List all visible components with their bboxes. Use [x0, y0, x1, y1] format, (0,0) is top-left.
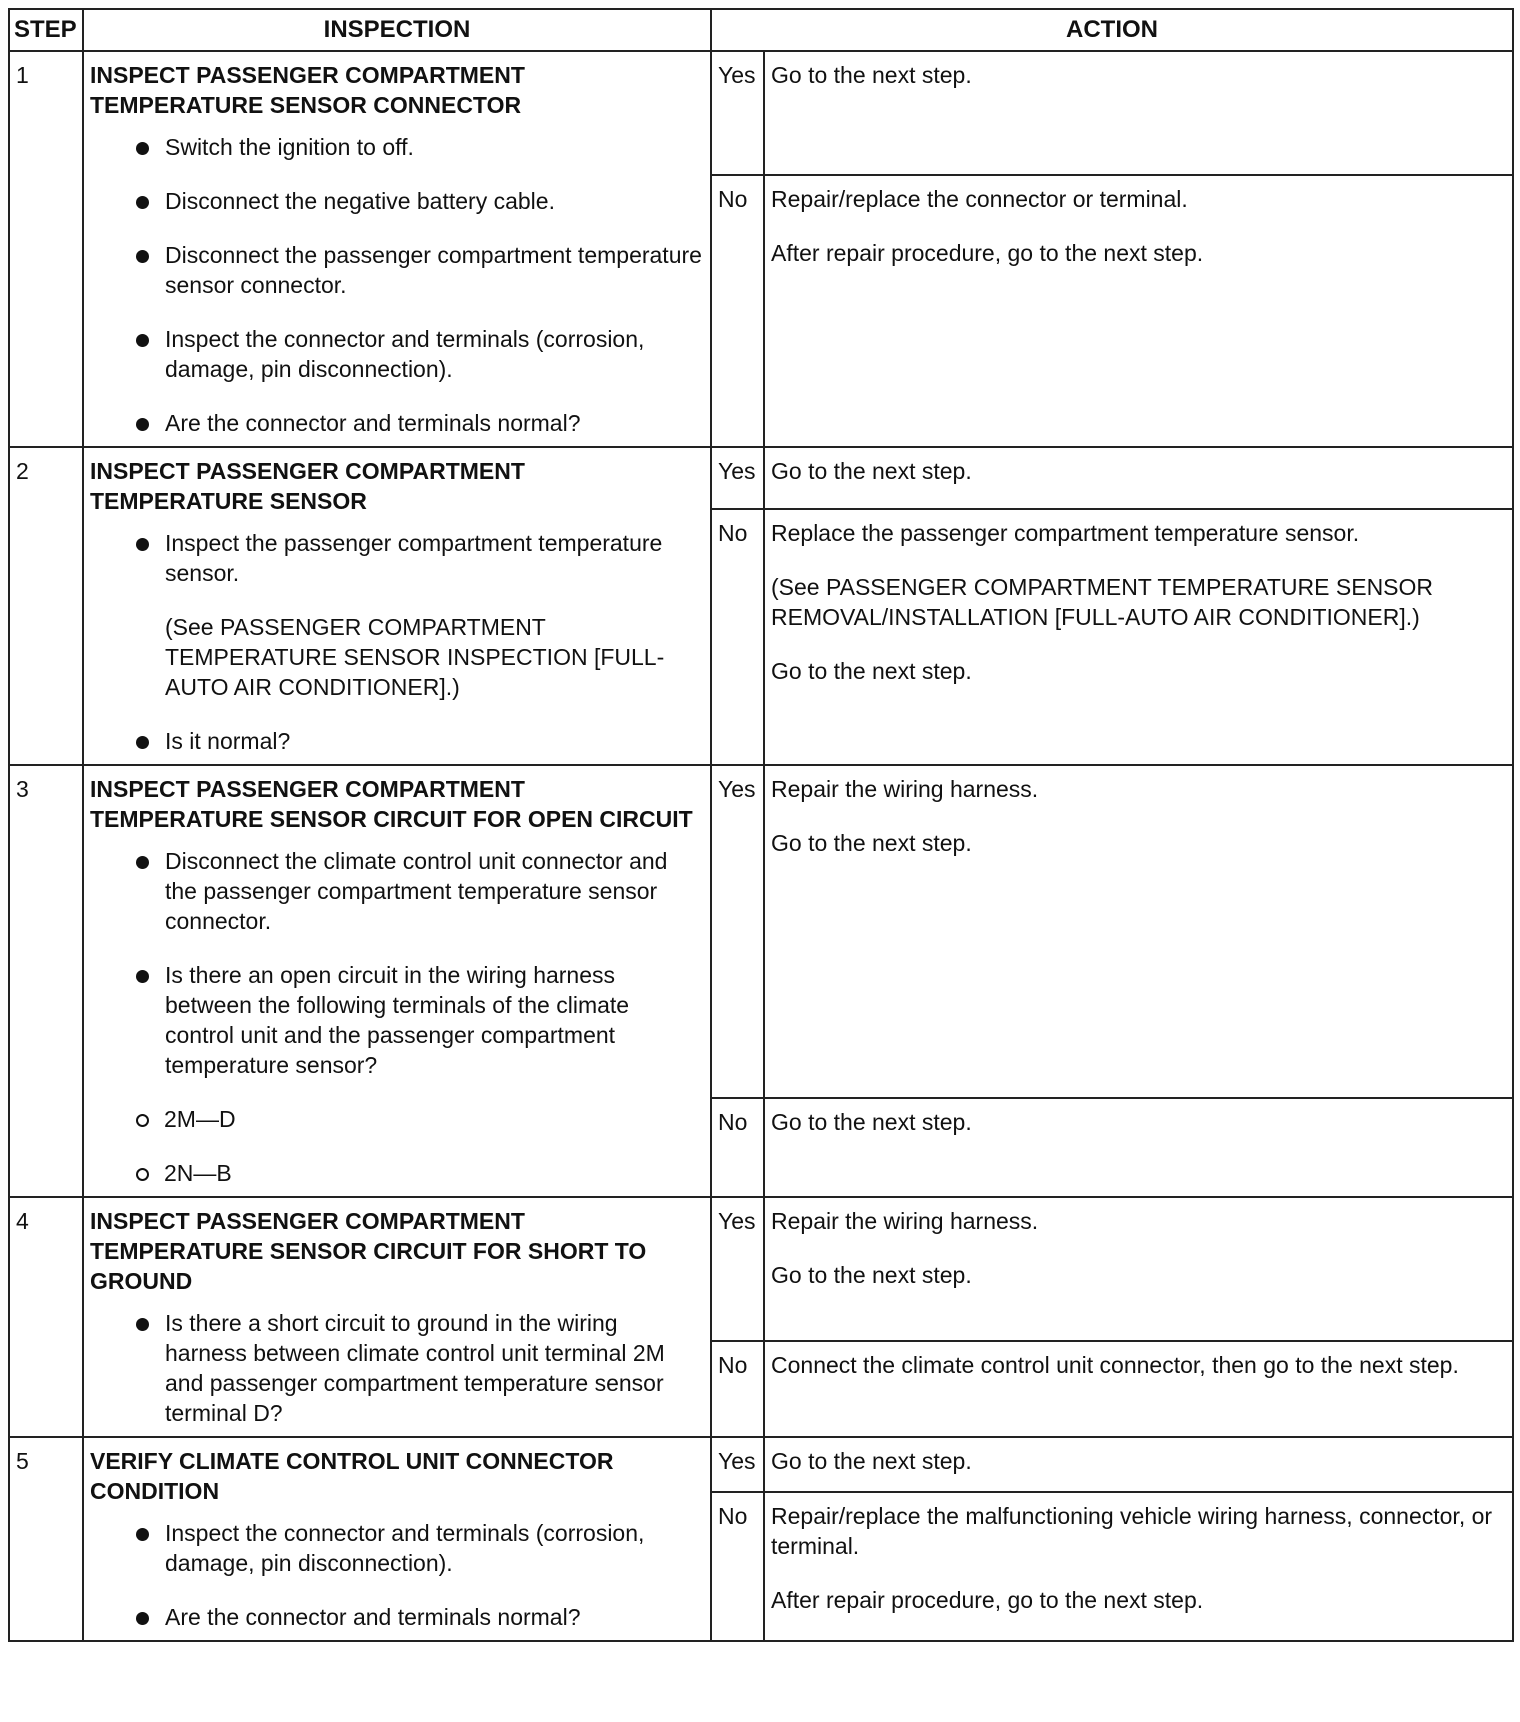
- action-text: Go to the next step.: [771, 458, 972, 484]
- action-text: Go to the next step.: [771, 658, 972, 684]
- step-column-header: STEP: [9, 9, 83, 51]
- step-4-title: INSPECT PASSENGER COMPARTMENT TEMPERATURE SENSOR CIRCUIT FOR SHORT TO GROUND: [90, 1208, 647, 1294]
- action-text: Repair the wiring harness.: [771, 1208, 1039, 1234]
- step-4-no-action: [764, 1341, 1513, 1437]
- action-text: Go to the next step.: [771, 830, 972, 856]
- action-text: Repair/replace the malfunctioning vehicle wiring harness, connector, or terminal.: [771, 1503, 1493, 1559]
- action-text: Connect the climate control unit connector, then go to the next step.: [771, 1352, 1459, 1378]
- step-2-title: INSPECT PASSENGER COMPARTMENT TEMPERATURE SENSOR: [90, 458, 525, 514]
- step-1-checks: [90, 132, 704, 438]
- step-2-no-action: [764, 509, 1513, 765]
- step-2-yes-label: Yes: [711, 447, 764, 509]
- step-1-inspection: [83, 51, 711, 447]
- step-1-number: 1: [9, 51, 83, 447]
- check-item: Inspect the connector and terminals (corrosion, damage, pin disconnection).: [134, 1518, 704, 1578]
- action-text: (See PASSENGER COMPARTMENT TEMPERATURE SENSOR REMOVAL/INSTALLATION [FULL-AUTO AIR CONDITIONER].): [771, 574, 1434, 630]
- step-2-number: 2: [9, 447, 83, 765]
- step-3-no-action: [764, 1098, 1513, 1197]
- action-text: Go to the next step.: [771, 62, 972, 88]
- step-2-inspection: [83, 447, 711, 765]
- step-4-yes-action: [764, 1197, 1513, 1341]
- check-item: Are the connector and terminals normal?: [134, 408, 704, 438]
- step-3-title: INSPECT PASSENGER COMPARTMENT TEMPERATURE SENSOR CIRCUIT FOR OPEN CIRCUIT: [90, 776, 693, 832]
- action-text: Repair/replace the connector or terminal.: [771, 186, 1188, 212]
- step-3-yes-row: [9, 765, 1513, 1098]
- check-item: Inspect the connector and terminals (corrosion, damage, pin disconnection).: [134, 324, 704, 384]
- step-2-no-label: No: [711, 509, 764, 765]
- step-4-no-label: No: [711, 1341, 764, 1437]
- step-5-inspection: [83, 1437, 711, 1641]
- step-5-no-label: No: [711, 1492, 764, 1641]
- action-text: After repair procedure, go to the next step.: [771, 1587, 1204, 1613]
- step-5-yes-label: Yes: [711, 1437, 764, 1492]
- step-5-checks: [90, 1518, 704, 1632]
- step-4-yes-label: Yes: [711, 1197, 764, 1341]
- inspection-column-header: INSPECTION: [83, 9, 711, 51]
- action-text: Go to the next step.: [771, 1448, 972, 1474]
- step-4-checks: [90, 1308, 704, 1428]
- step-1-title: INSPECT PASSENGER COMPARTMENT TEMPERATURE SENSOR CONNECTOR: [90, 62, 525, 118]
- check-text: Is there an open circuit in the wiring harness between the following terminals of the climate control unit and the passenger compartment temperature sensor?: [165, 962, 630, 1078]
- step-5-no-action: [764, 1492, 1513, 1641]
- step-3-yes-action: [764, 765, 1513, 1098]
- step-3-no-label: No: [711, 1098, 764, 1197]
- step-3-checks: [90, 846, 704, 1080]
- step-5-yes-action: [764, 1437, 1513, 1492]
- action-text: Repair the wiring harness.: [771, 776, 1039, 802]
- check-item: [134, 960, 704, 1080]
- step-2-checks: [90, 528, 704, 756]
- step-3-yes-label: Yes: [711, 765, 764, 1098]
- step-1-no-action: [764, 175, 1513, 447]
- step-4-yes-row: [9, 1197, 1513, 1341]
- check-item: Switch the ignition to off.: [134, 132, 704, 162]
- check-item: Disconnect the negative battery cable.: [134, 186, 704, 216]
- step-5-number: 5: [9, 1437, 83, 1641]
- diagnostic-table: [8, 8, 1514, 1642]
- terminal-list: [90, 1104, 704, 1188]
- step-1-no-label: No: [711, 175, 764, 447]
- step-1-yes-label: Yes: [711, 51, 764, 175]
- step-4-number: 4: [9, 1197, 83, 1437]
- terminal-pair: 2M—D: [134, 1104, 704, 1134]
- step-3-number: 3: [9, 765, 83, 1197]
- check-text: Inspect the passenger compartment temperature sensor.: [165, 530, 663, 586]
- step-1-yes-action: [764, 51, 1513, 175]
- check-item: Are the connector and terminals normal?: [134, 1602, 704, 1632]
- check-item: Disconnect the climate control unit connector and the passenger compartment temperature sensor connector.: [134, 846, 704, 936]
- troubleshooting-document: [8, 8, 1514, 1642]
- check-item: Is it normal?: [134, 726, 704, 756]
- step-3-inspection: [83, 765, 711, 1197]
- step-5-title: VERIFY CLIMATE CONTROL UNIT CONNECTOR CONDITION: [90, 1448, 614, 1504]
- terminal-pair: 2N—B: [134, 1158, 704, 1188]
- action-text: After repair procedure, go to the next step.: [771, 240, 1204, 266]
- check-item: Disconnect the passenger compartment temperature sensor connector.: [134, 240, 704, 300]
- step-2-yes-row: [9, 447, 1513, 509]
- check-item: Is there a short circuit to ground in the wiring harness between climate control unit terminal 2M and passenger compartment temperature sensor terminal D?: [134, 1308, 704, 1428]
- action-text: Replace the passenger compartment temperature sensor.: [771, 520, 1360, 546]
- action-text: Go to the next step.: [771, 1109, 972, 1135]
- action-column-header: ACTION: [711, 9, 1513, 51]
- step-1-yes-row: [9, 51, 1513, 175]
- header-row: [9, 9, 1513, 51]
- step-4-inspection: [83, 1197, 711, 1437]
- step-2-yes-action: [764, 447, 1513, 509]
- action-text: Go to the next step.: [771, 1262, 972, 1288]
- reference-note: (See PASSENGER COMPARTMENT TEMPERATURE SENSOR INSPECTION [FULL-AUTO AIR CONDITIONER].): [165, 614, 665, 700]
- check-item: [134, 528, 704, 702]
- step-5-yes-row: [9, 1437, 1513, 1492]
